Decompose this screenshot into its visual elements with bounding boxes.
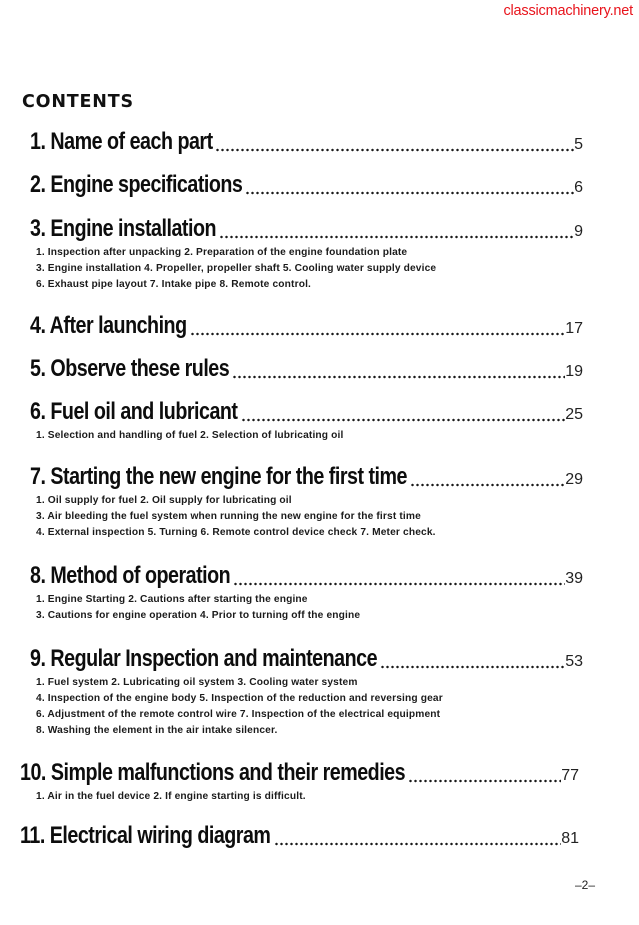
- dot-leader: [233, 582, 565, 586]
- toc-subitem-line: 4. Inspection of the engine body 5. Inspection of the reduction and reversing gear: [36, 693, 443, 704]
- toc-entry-title: 2. Engine specifications: [30, 171, 243, 198]
- toc-subitem-line: 1. Engine Starting 2. Cautions after starting the engine: [36, 594, 308, 605]
- toc-subitem-line: 8. Washing the element in the air intake silencer.: [36, 725, 278, 736]
- dot-leader: [408, 779, 561, 783]
- toc-entry-page: 17: [565, 320, 583, 337]
- toc-subitems: [20, 789, 579, 805]
- dot-leader: [274, 842, 561, 846]
- toc-entry-page: 29: [565, 471, 583, 488]
- toc-entry-title: 7. Starting the new engine for the first time: [30, 463, 407, 490]
- toc-subitem-line: 1. Inspection after unpacking 2. Preparation of the engine foundation plate: [36, 247, 408, 258]
- dot-leader: [219, 235, 574, 239]
- toc-entry-heading: [30, 645, 583, 675]
- toc-subitem-line: 1. Selection and handling of fuel 2. Selection of lubricating oil: [36, 430, 344, 441]
- toc-subitem-line: 3. Engine installation 4. Propeller, propeller shaft 5. Cooling water supply device: [36, 263, 437, 274]
- toc-subitems: [30, 245, 583, 293]
- toc-entry-page: 53: [565, 653, 583, 670]
- toc-subitems: [30, 592, 583, 624]
- toc-entry[interactable]: [30, 645, 583, 739]
- toc-entry-heading: [30, 312, 583, 342]
- contents-heading: CONTENTS: [22, 92, 134, 112]
- toc-entry-page: 9: [574, 223, 583, 240]
- dot-leader: [215, 148, 574, 152]
- toc-entry-title: 3. Engine installation: [30, 215, 217, 242]
- toc-entry[interactable]: [30, 171, 583, 201]
- toc-entry-title: 4. After launching: [30, 312, 187, 339]
- toc-entry-page: 5: [574, 136, 583, 153]
- toc-entry-page: 25: [565, 406, 583, 423]
- toc-entry[interactable]: [30, 215, 583, 293]
- toc-entry-heading: [30, 398, 583, 428]
- toc-entry-page: 6: [574, 179, 583, 196]
- toc-subitem-line: 3. Air bleeding the fuel system when running the new engine for the first time: [36, 511, 421, 522]
- dot-leader: [245, 191, 574, 195]
- toc-entry-title: 1. Name of each part: [30, 128, 213, 155]
- toc-subitems: [30, 493, 583, 541]
- toc-subitem-line: 1. Oil supply for fuel 2. Oil supply for lubricating oil: [36, 495, 292, 506]
- toc-entry[interactable]: [30, 355, 583, 385]
- dot-leader: [241, 418, 566, 422]
- toc-entry-title: 11. Electrical wiring diagram: [20, 822, 271, 849]
- toc-entry-page: 77: [561, 767, 579, 784]
- toc-entry-heading: [30, 128, 583, 158]
- toc-subitem-line: 1. Fuel system 2. Lubricating oil system 3. Cooling water system: [36, 677, 358, 688]
- toc-entry[interactable]: [20, 759, 579, 805]
- toc-entry-title: 6. Fuel oil and lubricant: [30, 398, 238, 425]
- toc-entry[interactable]: [20, 822, 579, 852]
- toc-subitem-line: 3. Cautions for engine operation 4. Prior to turning off the engine: [36, 610, 361, 621]
- toc-entry[interactable]: [30, 463, 583, 541]
- toc-subitem-line: 4. External inspection 5. Turning 6. Remote control device check 7. Meter check.: [36, 527, 436, 538]
- toc-entry-heading: [20, 759, 579, 789]
- toc-entry-title: 8. Method of operation: [30, 562, 231, 589]
- toc-entry[interactable]: [30, 128, 583, 158]
- toc-subitem-line: 6. Exhaust pipe layout 7. Intake pipe 8. Remote control.: [36, 279, 312, 290]
- toc-subitem-line: 6. Adjustment of the remote control wire 7. Inspection of the electrical equipment: [36, 709, 441, 720]
- toc-subitems: [30, 675, 583, 739]
- toc-entry-title: 5. Observe these rules: [30, 355, 230, 382]
- toc-entry[interactable]: [30, 398, 583, 444]
- toc-entry-heading: [20, 822, 579, 852]
- watermark: classicmachinery.net: [503, 3, 633, 19]
- toc-entry-page: 19: [565, 363, 583, 380]
- dot-leader: [190, 332, 566, 336]
- toc-entry-heading: [30, 171, 583, 201]
- dot-leader: [410, 483, 565, 487]
- toc-entry-heading: [30, 562, 583, 592]
- toc-entry-heading: [30, 215, 583, 245]
- toc-entry-page: 81: [561, 830, 579, 847]
- toc-entry-heading: [30, 355, 583, 385]
- toc-entry-title: 9. Regular Inspection and maintenance: [30, 645, 378, 672]
- toc-entry-heading: [30, 463, 583, 493]
- toc-subitem-line: 1. Air in the fuel device 2. If engine starting is difficult.: [36, 791, 306, 802]
- dot-leader: [380, 665, 565, 669]
- toc-entry-page: 39: [565, 570, 583, 587]
- toc-entry-title: 10. Simple malfunctions and their remedies: [20, 759, 406, 786]
- dot-leader: [232, 375, 565, 379]
- page-number-footer: –2–: [574, 878, 595, 892]
- toc-subitems: [30, 428, 583, 444]
- toc-entry[interactable]: [30, 562, 583, 624]
- toc-entry[interactable]: [30, 312, 583, 342]
